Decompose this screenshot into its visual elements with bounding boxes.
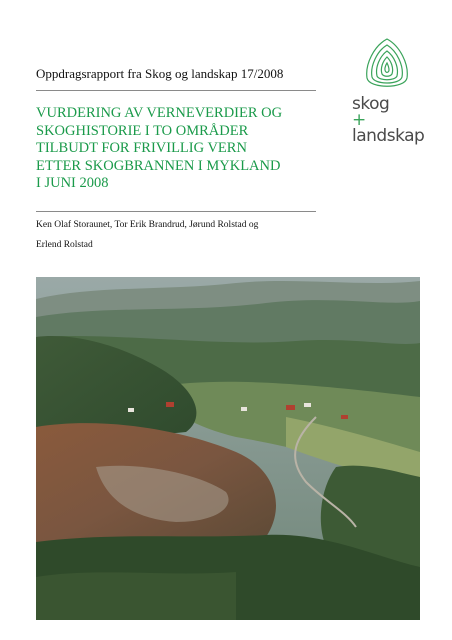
title-line: VURDERING AV VERNEVERDIER OG — [36, 105, 283, 121]
report-series: Oppdragsrapport fra Skog og landskap 17/2008 — [36, 66, 284, 81]
logo-wordmark — [352, 96, 424, 144]
author-list — [36, 219, 336, 252]
authors-line: Ken Olaf Storaunet, Tor Erik Brandrud, Jørund Rolstad og — [36, 220, 259, 230]
title-line: ETTER SKOGBRANNEN I MYKLAND — [36, 157, 281, 174]
publisher-logo — [350, 36, 430, 146]
authors-line: Erlend Rolstad — [36, 240, 93, 250]
logo-word-skog: skog — [352, 94, 390, 114]
report-title — [36, 105, 336, 193]
logo-word-landskap: landskap — [352, 126, 425, 146]
logo-plus: + — [352, 110, 366, 130]
title-line: I JUNI 2008 — [36, 175, 109, 191]
title-line: SKOGHISTORIE I TO OMRÅDER — [36, 122, 249, 139]
forest-contour-icon — [362, 36, 412, 94]
top-rule — [36, 90, 316, 91]
mid-rule — [36, 211, 316, 212]
title-line: TILBUDT FOR FRIVILLIG VERN — [36, 140, 247, 156]
cover-photo — [36, 277, 420, 620]
